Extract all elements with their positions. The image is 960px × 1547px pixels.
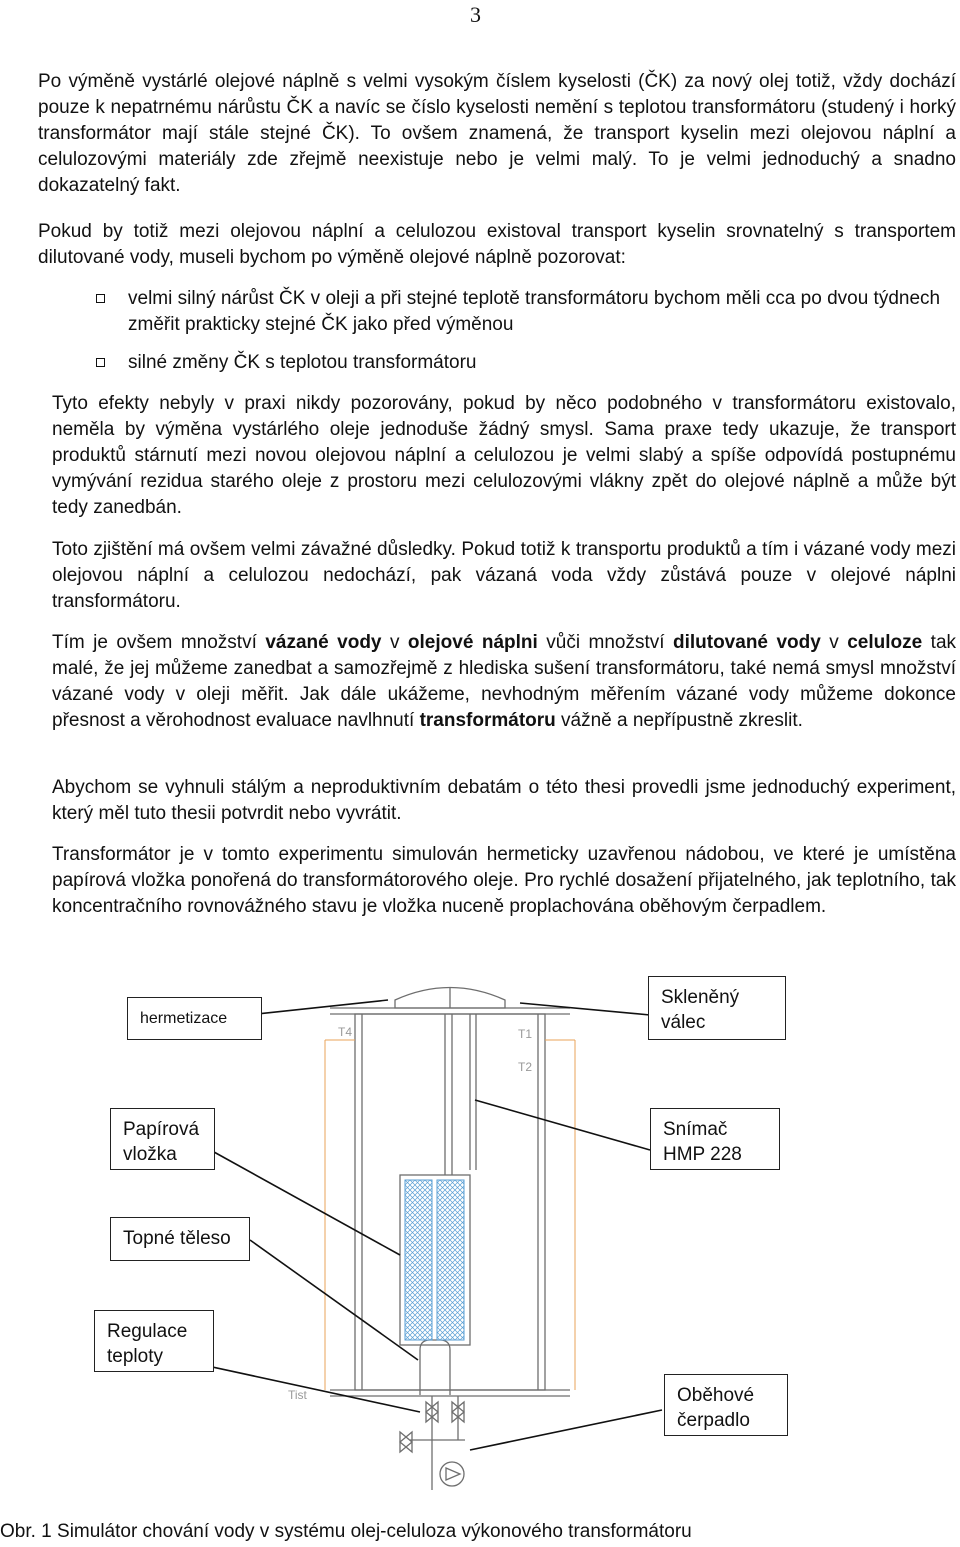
label-hermetizace: hermetizace — [127, 997, 262, 1040]
paragraph-2: Pokud by totiž mezi olejovou náplní a celulozou existoval transport kyselin srovnatelný s transportem dilutované vody, museli bychom po výměně olejové náplně pozorovat: — [38, 221, 956, 268]
bullet-item-2: silné změny ČK s teplotou transformátoru — [128, 352, 477, 373]
figure-caption: Obr. 1 Simulátor chování vody v systému olej-celuloza výkonového transformátoru — [0, 1521, 692, 1542]
label-temperature-control: Regulace teploty — [94, 1310, 214, 1372]
paper-panel-left — [405, 1180, 432, 1340]
paragraph-6: Abychom se vyhnuli stálým a neproduktivním debatám o této thesi provedli jsme jednoduchý experiment, který měl tuto thesii potvrdit nebo vyvrátit. — [52, 777, 956, 824]
paragraph-7: Transformátor je v tomto experimentu simulován hermeticky uzavřenou nádobou, ve které je umístěna papírová vložka ponořená do transformátorového oleje. Pro rychlé dosažení přijatelného, jak teplotního, tak koncentračního rovnovážného stavu je vložka nuceně proplachována oběhovým čerpadlem. — [52, 844, 956, 917]
paragraph-4: Toto zjištění má ovšem velmi závažné důsledky. Pokud totiž k transportu produktů a tím i vázané vody mezi olejovou náplní a celulozou nedochází, pak vázaná voda vždy zůstává pouze v olejové náplni transformátoru. — [52, 539, 956, 612]
label-heater: Topné těleso — [110, 1217, 250, 1261]
paper-panel-right — [437, 1180, 464, 1340]
paragraph-5: Tím je ovšem množství vázané vody v olejové náplni vůči množství dilutované vody v celuloze tak malé, že jej můžeme zanedbat a samozřejmě z hlediska sušení transformátoru, také nemá smysl množství vázané vody v oleji měřit. Jak dále ukážeme, nevhodným měřením vázané vody můžeme dokonce přesnost a věrohodnost evaluace navlhnutí transformátoru vážně a nepřípustně zkreslit. — [52, 632, 957, 731]
sensor-tag-tist: Tist — [288, 1388, 307, 1402]
sensor-tag-t1: T1 — [518, 1027, 533, 1041]
paragraph-1: Po výměně vystárlé olejové náplně s velmi vysokým číslem kyselosti (ČK) za nový olej totiž, vždy dochází pouze k nepatrnému nárůstu ČK a navíc se číslo kyselosti nemění s teplotou transformátoru (studený i horký transformátor mají stále stejné ČK). To ovšem znamená, že transport kyselin mezi olejovou náplní a celulozovými materiály zde zřejmě neexistuje nebo je velmi malý. To je velmi jednoduchý a snadno dokazatelný fakt. — [38, 71, 956, 196]
valve-icon — [400, 1432, 412, 1452]
label-sensor: Snímač HMP 228 — [650, 1108, 780, 1170]
label-glass-cylinder: Skleněný válec — [648, 976, 786, 1040]
label-circulation-pump: Oběhové čerpadlo — [664, 1374, 788, 1436]
page-number: 3 — [470, 2, 481, 27]
label-paper-insert: Papírová vložka — [110, 1108, 215, 1170]
sensor-tag-t4: T4 — [338, 1025, 353, 1039]
bullet-item-1: velmi silný nárůst ČK v oleji a při stejné teplotě transformátoru bychom měli cca po dvou týdnech změřit prakticky stejné ČK jako před výměnou — [128, 288, 941, 335]
heater-coil — [420, 1340, 450, 1395]
paragraph-3: Tyto efekty nebyly v praxi nikdy pozorovány, pokud by něco podobného v transformátoru existovalo, neměla by výměna vystárlého oleje jednoduše žádný smysl. Sama praxe tedy ukazuje, že transport produktů stárnutí mezi novou olejovou náplní a celulozou je velmi slabý a spíše odpovídá postupnému vymývání rezidua starého oleje z prostoru mezi celulozovými vlákny zpět do olejové náplně a může být tedy zanedbán. — [52, 393, 956, 518]
sensor-tag-t2: T2 — [518, 1060, 533, 1074]
